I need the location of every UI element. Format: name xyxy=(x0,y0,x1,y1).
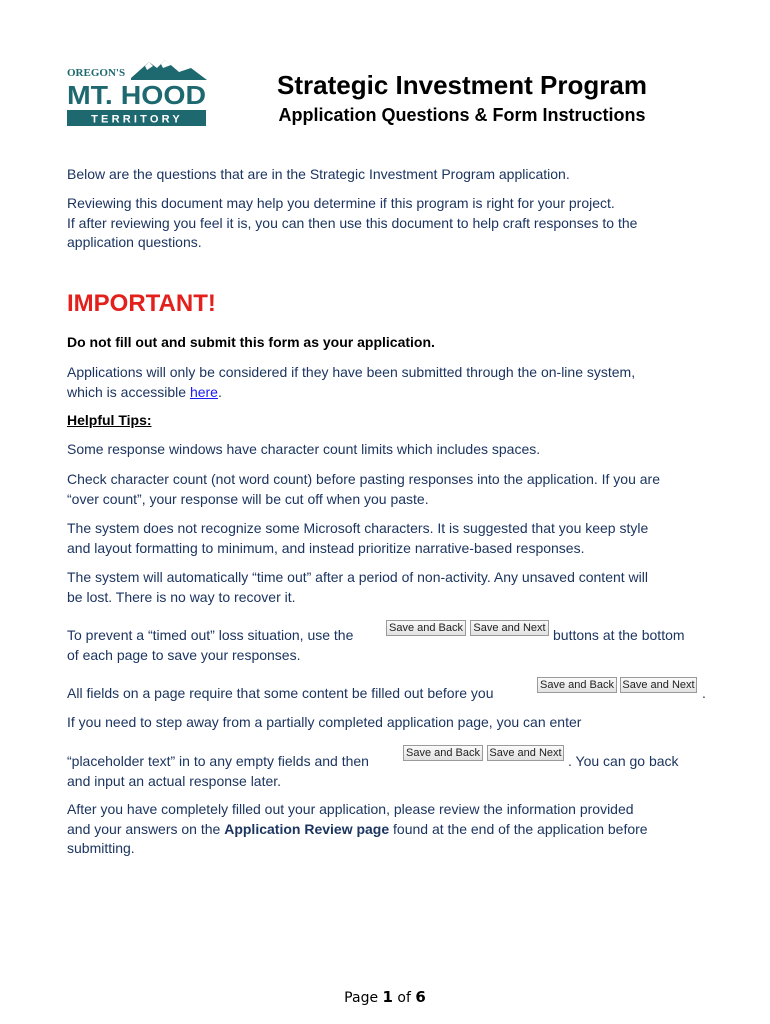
total-pages-number: 6 xyxy=(415,988,426,1006)
page-title: Strategic Investment Program xyxy=(277,70,647,100)
page-subtitle: Application Questions & Form Instructions xyxy=(278,105,646,125)
online-line-suffix: . xyxy=(217,383,222,400)
save-and-back-button[interactable]: Save and Back xyxy=(386,620,466,636)
intro-paragraph-1: Below are the questions that are in the Strategic Investment Program application. xyxy=(67,166,570,182)
mt-hood-territory-logo xyxy=(67,58,209,130)
mountain-logo-icon xyxy=(67,58,209,130)
tip-line: To prevent a “timed out” loss situation, use the xyxy=(67,627,354,643)
important-warning: Do not fill out and submit this form as your application. xyxy=(67,334,435,350)
logo-line-territory: TERRITORY xyxy=(91,113,183,126)
save-and-next-button[interactable]: Save and Next xyxy=(620,677,697,693)
intro-line: Reviewing this document may help you determine if this program is right for your project. xyxy=(67,195,615,211)
tip-line-suffix: . xyxy=(702,685,706,701)
current-page-number: 1 xyxy=(382,988,393,1006)
application-link[interactable]: here xyxy=(189,383,218,400)
tip-line: Check character count (not word count) before pasting responses into the application. If you are xyxy=(67,471,661,487)
tip-line: After you have completely filled out your application, please review the information provided xyxy=(67,801,634,817)
tip-character-count xyxy=(67,470,717,509)
tip-microsoft-characters xyxy=(67,519,717,558)
tip-step-away: If you need to step away from a partially completed application page, you can enter xyxy=(67,714,582,730)
tip-fields-required: All fields on a page require that some content be filled out before you xyxy=(67,685,494,701)
tip-line: be lost. There is no way to recover it. xyxy=(67,588,296,605)
tip-line-suffix: . You can go back xyxy=(568,753,679,769)
page-number-footer xyxy=(0,988,770,1006)
save-and-next-button[interactable]: Save and Next xyxy=(487,745,564,761)
save-and-back-button[interactable]: Save and Back xyxy=(537,677,617,693)
important-heading: IMPORTANT! xyxy=(67,290,216,317)
page-label: Page xyxy=(344,990,379,1006)
application-review-page-emphasis: Application Review page xyxy=(224,820,390,837)
tip-line: “over count”, your response will be cut off when you paste. xyxy=(67,490,429,507)
tip-character-limits: Some response windows have character count limits which includes spaces. xyxy=(67,441,541,457)
tip-line-suffix: found at the end of the application before xyxy=(389,820,648,837)
tip-line: submitting. xyxy=(67,840,135,856)
tip-line-prefix: and your answers on the xyxy=(67,820,225,837)
tip-line: The system will automatically “time out” after a period of non-activity. Any unsaved content will xyxy=(67,569,648,585)
tip-application-review xyxy=(67,800,717,859)
tip-line: The system does not recognize some Microsoft characters. It is suggested that you keep style xyxy=(67,520,649,536)
tip-line-suffix: buttons at the bottom xyxy=(553,627,685,643)
online-line: Applications will only be considered if they have been submitted through the on-line system, xyxy=(67,364,636,380)
tip-line: of each page to save your responses. xyxy=(67,646,301,663)
logo-line-mt-hood: MT. HOOD xyxy=(67,80,206,110)
online-system-paragraph xyxy=(67,363,717,402)
tip-time-out xyxy=(67,568,717,607)
save-and-next-button[interactable]: Save and Next xyxy=(470,620,549,636)
intro-paragraph-2 xyxy=(67,194,717,253)
logo-line-oregons: OREGON'S xyxy=(67,67,126,79)
intro-line: If after reviewing you feel it is, you can then use this document to help craft responses to the xyxy=(67,214,638,231)
tip-line: and input an actual response later. xyxy=(67,772,282,789)
tip-line xyxy=(67,820,717,840)
online-line-prefix: which is accessible xyxy=(67,383,190,400)
of-label: of xyxy=(397,990,411,1006)
tip-line: and layout formatting to minimum, and instead prioritize narrative-based responses. xyxy=(67,539,585,556)
helpful-tips-heading: Helpful Tips: xyxy=(67,412,152,428)
save-and-back-button[interactable]: Save and Back xyxy=(403,745,483,761)
online-line xyxy=(67,383,717,403)
intro-line: application questions. xyxy=(67,234,202,250)
tip-line: “placeholder text” in to any empty fields and then xyxy=(67,753,369,769)
